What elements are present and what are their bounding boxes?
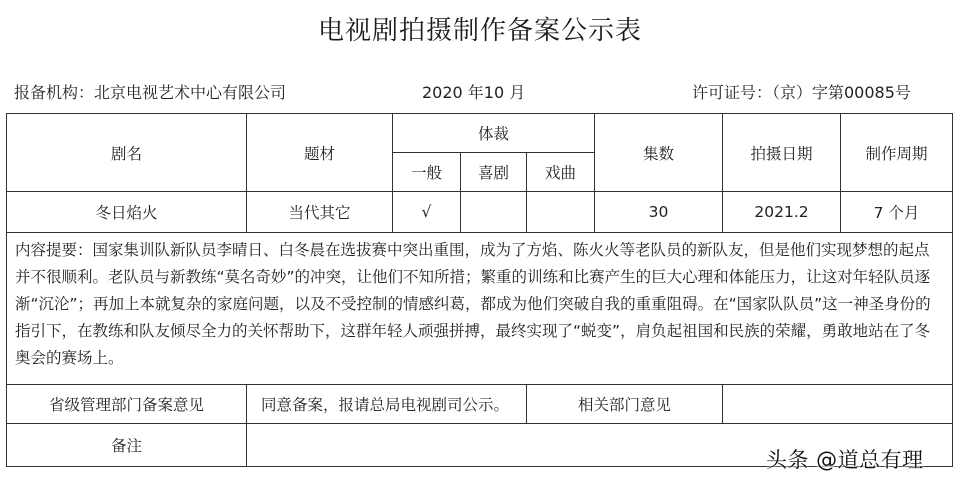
remarks-label: 备注 <box>7 424 247 467</box>
genre-opera-mark <box>527 192 595 233</box>
header-subject: 题材 <box>247 114 393 192</box>
summary-row <box>7 233 953 385</box>
license-number: 许可证号：（京）字第00085号 <box>692 83 911 102</box>
filing-table <box>6 113 953 467</box>
related-dept-opinion <box>723 385 953 424</box>
provincial-label: 省级管理部门备案意见 <box>7 385 247 424</box>
header-shoot-date: 拍摄日期 <box>723 114 841 192</box>
header-genre: 体裁 <box>393 114 595 153</box>
header-cycle: 制作周期 <box>841 114 953 192</box>
header-row <box>7 114 953 153</box>
header-genre-opera: 戏曲 <box>527 153 595 192</box>
cycle-value: 7 个月 <box>841 192 953 233</box>
drama-name: 冬日焰火 <box>7 192 247 233</box>
document-title: 电视剧拍摄制作备案公示表 <box>317 16 642 46</box>
provincial-opinion: 同意备案，报请总局电视剧司公示。 <box>247 385 527 424</box>
header-genre-general: 一般 <box>393 153 461 192</box>
content-summary: 内容提要：国家集训队新队员李晴日、白冬晨在选拔赛中突出重围，成为了方焰、陈火火等老队员的新队友，但是他们实现梦想的起点并不很顺利。老队员与新教练“莫名奇妙”的冲突，让他们不知所措；繁重的训练和比赛产生的巨大心理和体能压力，让这对年轻队员逐渐“沉沦”；再加上本就复杂的家庭问题，以及不受控制的情感纠葛，都成为他们突破自我的重重阻碍。在“国家队队员”这一神圣身份的指引下，在教练和队友倾尽全力的关怀帮助下，这群年轻人顽强拼搏，最终实现了“蜕变”，肩负起祖国和民族的荣耀，勇敢地站在了冬奥会的赛场上。 <box>7 233 953 385</box>
header-episodes: 集数 <box>595 114 723 192</box>
genre-comedy-mark <box>461 192 527 233</box>
header-title: 剧名 <box>7 114 247 192</box>
related-dept-label: 相关部门意见 <box>527 385 723 424</box>
table-row <box>7 192 953 233</box>
header-genre-comedy: 喜剧 <box>461 153 527 192</box>
opinion-row <box>7 385 953 424</box>
watermark: 头条 @道总有理 <box>766 448 924 472</box>
drama-subject: 当代其它 <box>247 192 393 233</box>
genre-general-mark: √ <box>393 192 461 233</box>
episodes-value: 30 <box>595 192 723 233</box>
shoot-date-value: 2021.2 <box>723 192 841 233</box>
filing-organization: 报备机构：北京电视艺术中心有限公司 <box>14 83 287 102</box>
filing-date: 2020 年10 月 <box>422 83 526 102</box>
